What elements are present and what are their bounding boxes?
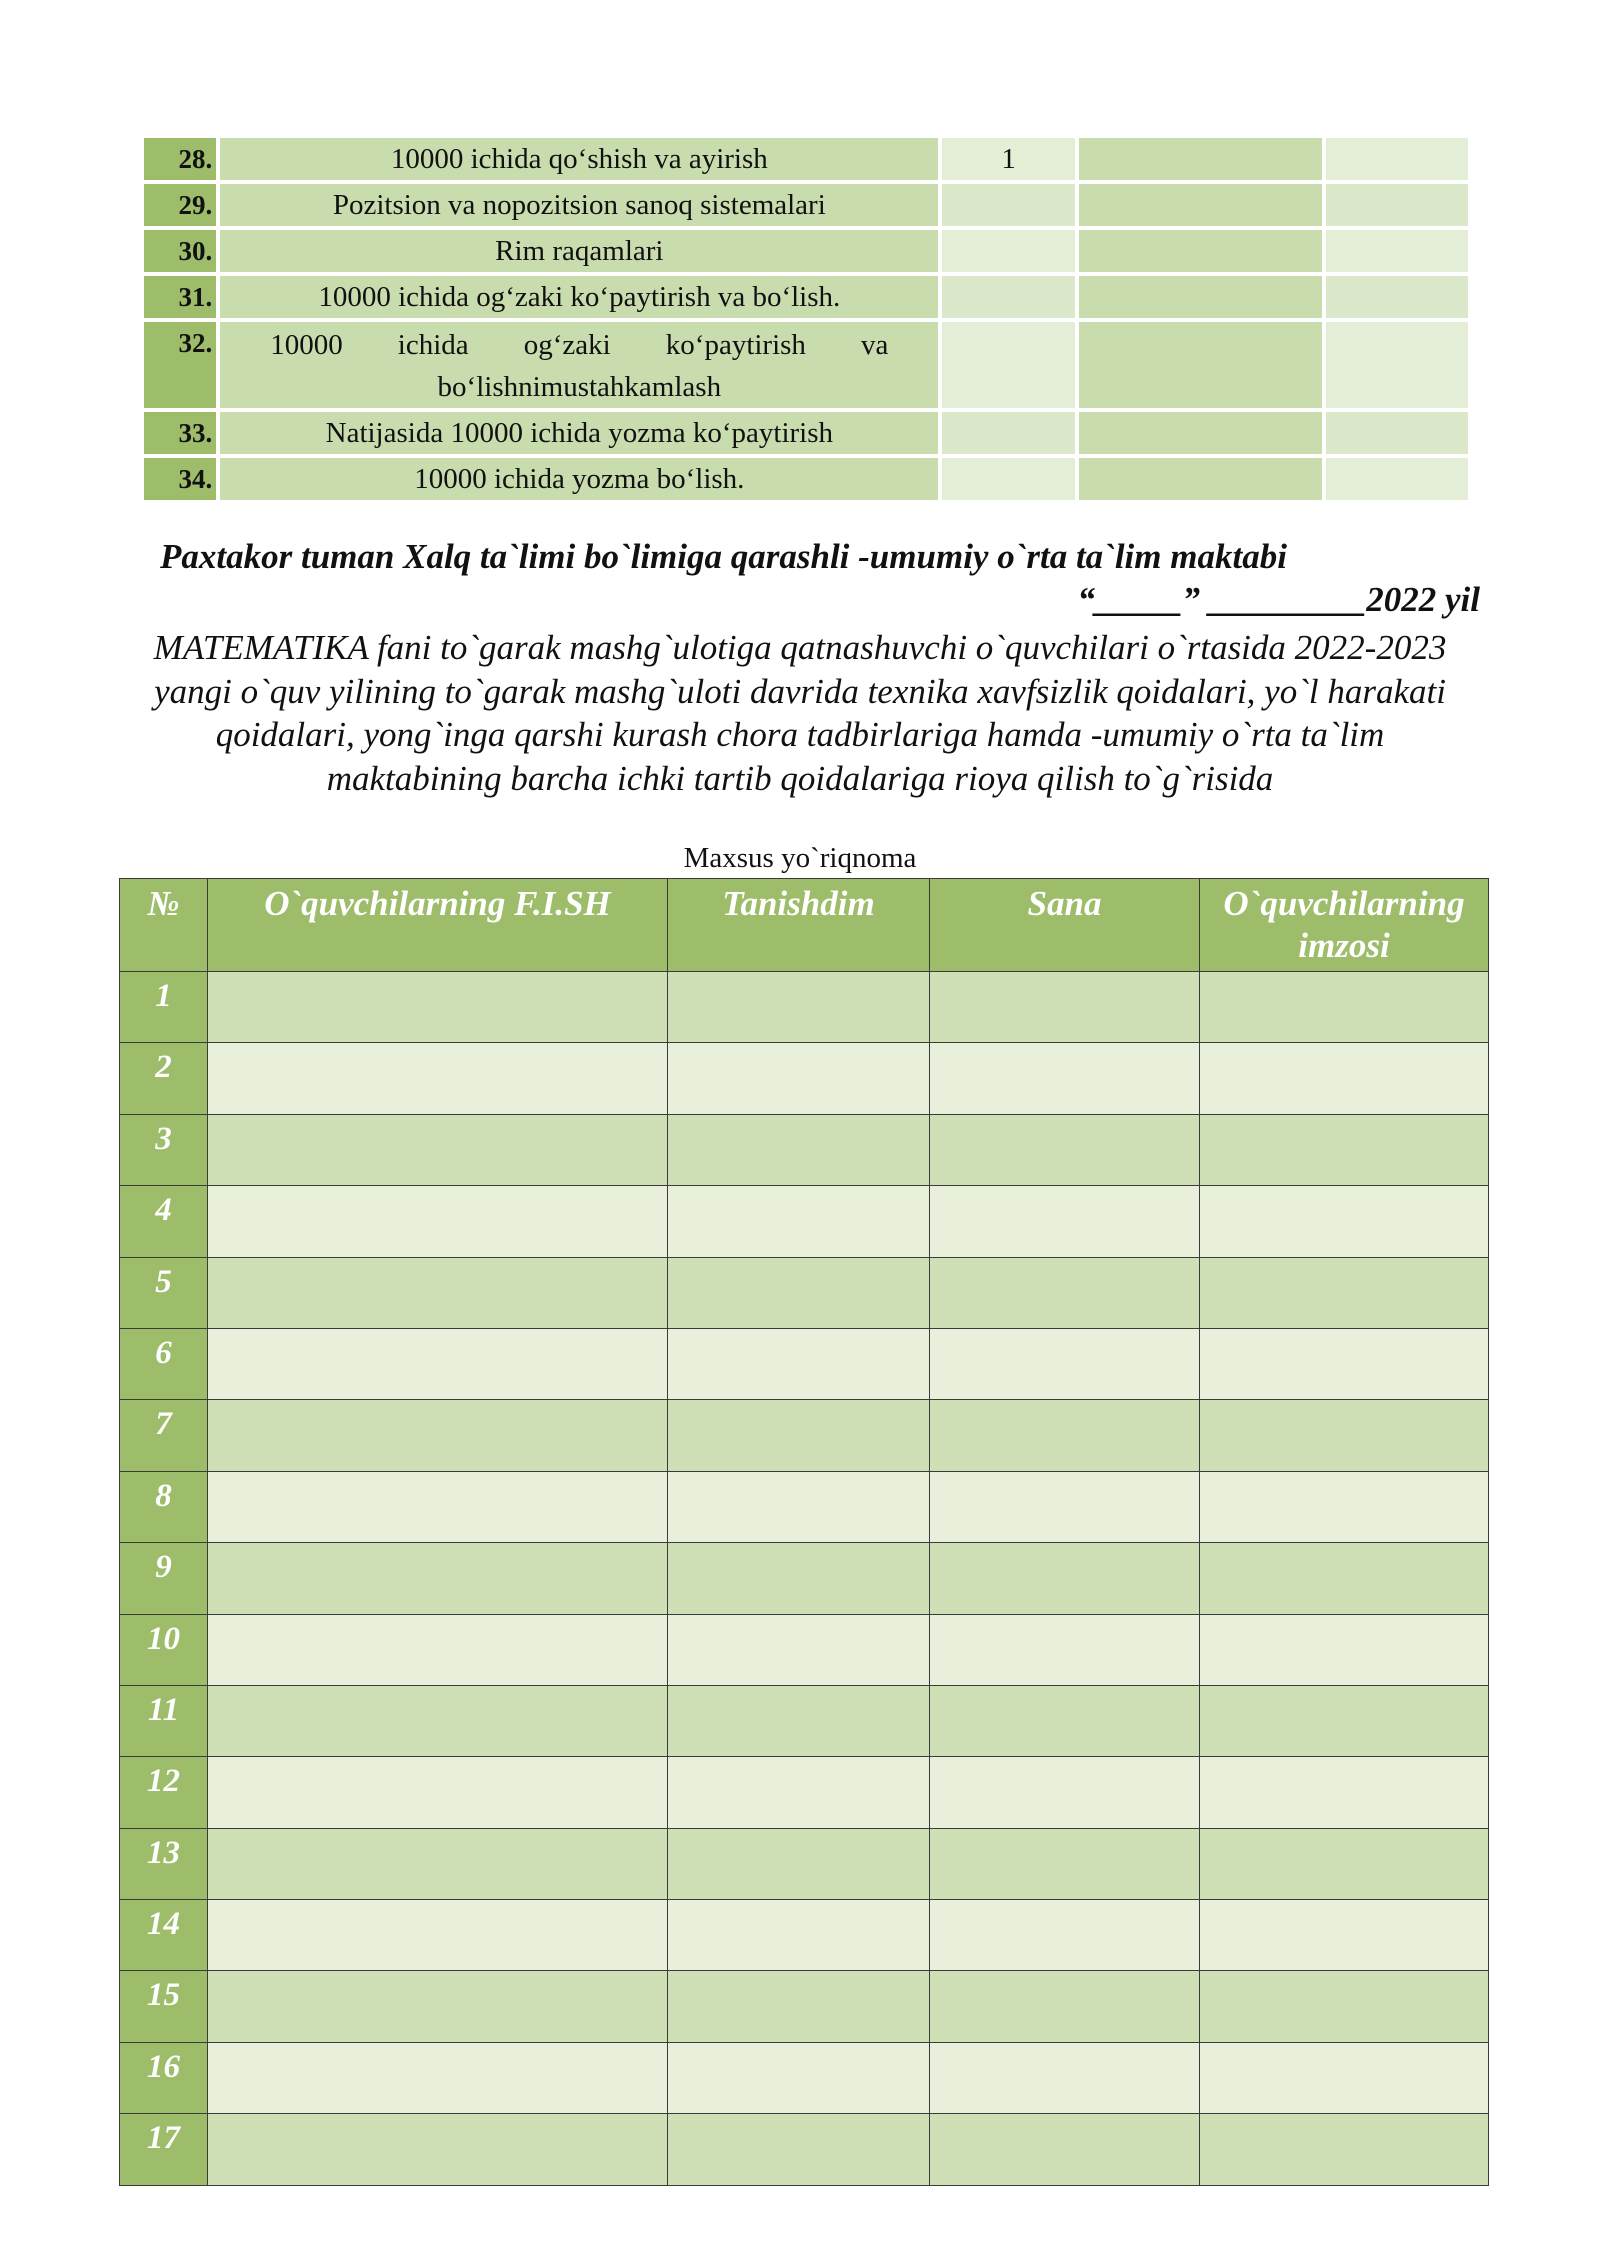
- signature-cell[interactable]: [1200, 1971, 1489, 2042]
- student-name-cell[interactable]: [208, 1186, 668, 1257]
- student-name-cell[interactable]: [208, 1543, 668, 1614]
- topic-date-cell: [1079, 458, 1322, 500]
- topic-hours: [942, 276, 1074, 318]
- topic-title: Rim raqamlari: [220, 230, 938, 272]
- row-number: 2: [120, 1043, 208, 1114]
- topic-title: Pozitsion va nopozitsion sanoq sistemalari: [220, 184, 938, 226]
- row-number: 10: [120, 1614, 208, 1685]
- date-cell[interactable]: [930, 1971, 1200, 2042]
- topic-hours: [942, 184, 1074, 226]
- topic-row: [144, 138, 1468, 180]
- topic-note-cell: [1326, 184, 1468, 226]
- acknowledged-cell[interactable]: [668, 1257, 930, 1328]
- topic-note-cell: [1326, 230, 1468, 272]
- topic-note-cell: [1326, 458, 1468, 500]
- topic-title: 10000 ichida og‘zaki ko‘paytirish va bo‘lishnimustahkamlash: [220, 322, 938, 408]
- topic-date-cell: [1079, 138, 1322, 180]
- topic-number: 32.: [144, 322, 216, 408]
- date-cell[interactable]: [930, 1328, 1200, 1399]
- row-number: 6: [120, 1328, 208, 1399]
- signature-cell[interactable]: [1200, 2042, 1489, 2113]
- signature-cell[interactable]: [1200, 1900, 1489, 1971]
- topic-hours: 1: [942, 138, 1074, 180]
- roster-row: [120, 2042, 1489, 2113]
- roster-table: [119, 878, 1489, 2186]
- date-cell[interactable]: [930, 1757, 1200, 1828]
- roster-row: [120, 1400, 1489, 1471]
- topic-row: [144, 184, 1468, 226]
- student-name-cell[interactable]: [208, 1971, 668, 2042]
- date-cell[interactable]: [930, 1257, 1200, 1328]
- acknowledged-cell[interactable]: [668, 1757, 930, 1828]
- roster-row: [120, 2114, 1489, 2185]
- topic-date-cell: [1079, 412, 1322, 454]
- acknowledged-cell[interactable]: [668, 2042, 930, 2113]
- signature-cell[interactable]: [1200, 1543, 1489, 1614]
- signature-cell[interactable]: [1200, 1471, 1489, 1542]
- roster-row: [120, 1043, 1489, 1114]
- student-name-cell[interactable]: [208, 1900, 668, 1971]
- signature-cell[interactable]: [1200, 1257, 1489, 1328]
- topic-title: 10000 ichida qo‘shish va ayirish: [220, 138, 938, 180]
- topic-number: 31.: [144, 276, 216, 318]
- row-number: 14: [120, 1900, 208, 1971]
- student-name-cell[interactable]: [208, 1257, 668, 1328]
- roster-row: [120, 1757, 1489, 1828]
- row-number: 8: [120, 1471, 208, 1542]
- acknowledged-cell[interactable]: [668, 1186, 930, 1257]
- student-name-cell[interactable]: [208, 972, 668, 1043]
- signature-cell[interactable]: [1200, 1828, 1489, 1899]
- signature-cell[interactable]: [1200, 972, 1489, 1043]
- date-cell[interactable]: [930, 1614, 1200, 1685]
- date-cell[interactable]: [930, 1471, 1200, 1542]
- date-cell[interactable]: [930, 1114, 1200, 1185]
- row-number: 5: [120, 1257, 208, 1328]
- row-number: 7: [120, 1400, 208, 1471]
- date-line: “_____” _________2022 yil: [1077, 580, 1480, 619]
- acknowledged-cell[interactable]: [668, 1043, 930, 1114]
- acknowledged-cell[interactable]: [668, 972, 930, 1043]
- row-number: 9: [120, 1543, 208, 1614]
- acknowledged-cell[interactable]: [668, 1328, 930, 1399]
- signature-cell[interactable]: [1200, 1400, 1489, 1471]
- student-name-cell[interactable]: [208, 1114, 668, 1185]
- topic-row: [144, 458, 1468, 500]
- header-date: Sana: [930, 879, 1200, 972]
- header-student-name: O`quvchilarning F.I.SH: [208, 879, 668, 972]
- acknowledged-cell[interactable]: [668, 1400, 930, 1471]
- date-cell[interactable]: [930, 1900, 1200, 1971]
- topic-date-cell: [1079, 276, 1322, 318]
- acknowledged-cell[interactable]: [668, 1114, 930, 1185]
- school-line: Paxtakor tuman Xalq ta`limi bo`limiga qarashli -umumiy o`rta ta`lim maktabi: [160, 537, 1287, 576]
- acknowledged-cell[interactable]: [668, 1900, 930, 1971]
- topic-number: 29.: [144, 184, 216, 226]
- subject-paragraph: MATEMATIKA fani to`garak mashg`ulotiga qatnashuvchi o`quvchilari o`rtasida 2022-2023 yangi o`quv yilining to`garak mashg`uloti davrida texnika xavfsizlik qoidalari, yo`l harakati qoidalari, yong`inga qarshi kurash chora tadbirlariga hamda -umumiy o`rta ta`lim maktabining barcha ichki tartib qoidalariga rioya qilish to`g`risida: [153, 628, 1447, 798]
- header-signature: O`quvchilarning imzosi: [1200, 879, 1489, 972]
- topic-row: [144, 322, 1468, 408]
- row-number: 11: [120, 1685, 208, 1756]
- topic-hours: [942, 412, 1074, 454]
- signature-cell[interactable]: [1200, 1328, 1489, 1399]
- roster-row: [120, 1614, 1489, 1685]
- row-number: 12: [120, 1757, 208, 1828]
- roster-row: [120, 972, 1489, 1043]
- date-cell[interactable]: [930, 972, 1200, 1043]
- student-name-cell[interactable]: [208, 1828, 668, 1899]
- date-cell[interactable]: [930, 1043, 1200, 1114]
- topics-table: [140, 134, 1472, 504]
- row-number: 15: [120, 1971, 208, 2042]
- roster-header-row: [120, 879, 1489, 972]
- student-name-cell[interactable]: [208, 1614, 668, 1685]
- date-cell[interactable]: [930, 1543, 1200, 1614]
- topic-hours: [942, 322, 1074, 408]
- topic-hours: [942, 458, 1074, 500]
- date-cell[interactable]: [930, 1685, 1200, 1756]
- header-acknowledged: Tanishdim: [668, 879, 930, 972]
- date-cell[interactable]: [930, 1828, 1200, 1899]
- date-cell[interactable]: [930, 1186, 1200, 1257]
- student-name-cell[interactable]: [208, 1757, 668, 1828]
- date-cell[interactable]: [930, 1400, 1200, 1471]
- roster-row: [120, 1543, 1489, 1614]
- acknowledged-cell[interactable]: [668, 2114, 930, 2185]
- roster-row: [120, 1328, 1489, 1399]
- roster-row: [120, 1971, 1489, 2042]
- acknowledged-cell[interactable]: [668, 1471, 930, 1542]
- topic-date-cell: [1079, 184, 1322, 226]
- date-cell[interactable]: [930, 2042, 1200, 2113]
- roster-row: [120, 1114, 1489, 1185]
- topic-row: [144, 412, 1468, 454]
- student-name-cell[interactable]: [208, 2114, 668, 2185]
- acknowledged-cell[interactable]: [668, 1543, 930, 1614]
- topic-number: 28.: [144, 138, 216, 180]
- topic-note-cell: [1326, 322, 1468, 408]
- row-number: 3: [120, 1114, 208, 1185]
- row-number: 13: [120, 1828, 208, 1899]
- student-name-cell[interactable]: [208, 1471, 668, 1542]
- acknowledged-cell[interactable]: [668, 1828, 930, 1899]
- acknowledged-cell[interactable]: [668, 1685, 930, 1756]
- signature-cell[interactable]: [1200, 1114, 1489, 1185]
- topic-note-cell: [1326, 276, 1468, 318]
- row-number: 1: [120, 972, 208, 1043]
- roster-row: [120, 1685, 1489, 1756]
- roster-row: [120, 1828, 1489, 1899]
- signature-cell[interactable]: [1200, 2114, 1489, 2185]
- topic-hours: [942, 230, 1074, 272]
- row-number: 17: [120, 2114, 208, 2185]
- signature-cell[interactable]: [1200, 1685, 1489, 1756]
- signature-cell[interactable]: [1200, 1043, 1489, 1114]
- signature-cell[interactable]: [1200, 1186, 1489, 1257]
- roster-row: [120, 1900, 1489, 1971]
- roster-row: [120, 1186, 1489, 1257]
- topic-title: Natijasida 10000 ichida yozma ko‘paytirish: [220, 412, 938, 454]
- topic-note-cell: [1326, 412, 1468, 454]
- header-number: №: [120, 879, 208, 972]
- topic-number: 30.: [144, 230, 216, 272]
- student-name-cell[interactable]: [208, 1400, 668, 1471]
- row-number: 4: [120, 1186, 208, 1257]
- roster-row: [120, 1471, 1489, 1542]
- topic-number: 34.: [144, 458, 216, 500]
- document-title: Maxsus yo`riqnoma: [683, 842, 917, 874]
- topic-date-cell: [1079, 322, 1322, 408]
- signature-cell[interactable]: [1200, 1757, 1489, 1828]
- topic-row: [144, 230, 1468, 272]
- student-name-cell[interactable]: [208, 1328, 668, 1399]
- topic-title: 10000 ichida og‘zaki ko‘paytirish va bo‘lish.: [220, 276, 938, 318]
- topic-title: 10000 ichida yozma bo‘lish.: [220, 458, 938, 500]
- acknowledged-cell[interactable]: [668, 1971, 930, 2042]
- date-cell[interactable]: [930, 2114, 1200, 2185]
- acknowledged-cell[interactable]: [668, 1614, 930, 1685]
- row-number: 16: [120, 2042, 208, 2113]
- student-name-cell[interactable]: [208, 1043, 668, 1114]
- topic-note-cell: [1326, 138, 1468, 180]
- topic-number: 33.: [144, 412, 216, 454]
- topic-row: [144, 276, 1468, 318]
- topic-date-cell: [1079, 230, 1322, 272]
- signature-cell[interactable]: [1200, 1614, 1489, 1685]
- student-name-cell[interactable]: [208, 1685, 668, 1756]
- student-name-cell[interactable]: [208, 2042, 668, 2113]
- roster-row: [120, 1257, 1489, 1328]
